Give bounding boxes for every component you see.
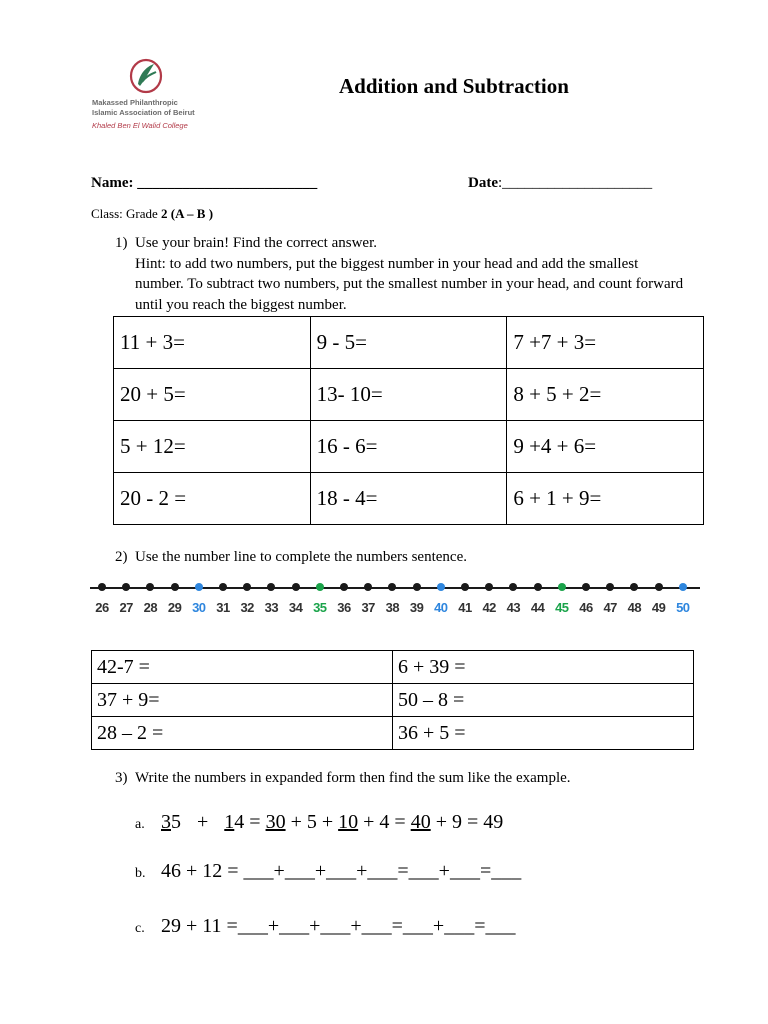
- number-line-label: 32: [240, 600, 254, 615]
- number-line: [90, 576, 700, 620]
- page-title: Addition and Subtraction: [339, 74, 569, 98]
- grid-cell[interactable]: 20 + 5=: [114, 369, 311, 421]
- example-a-plus: +: [197, 811, 209, 833]
- number-line-label: 27: [119, 600, 133, 615]
- date-blank: :____________________: [498, 175, 653, 191]
- question-3: [115, 768, 571, 789]
- table-row: [92, 717, 694, 750]
- number-line-label: 31: [216, 600, 230, 615]
- name-blank: ________________________: [137, 175, 318, 191]
- grid-cell[interactable]: 36 + 5 =: [393, 717, 694, 750]
- question-1-grid: [113, 316, 704, 525]
- number-line-tick: [655, 583, 663, 591]
- grid-cell[interactable]: 8 + 5 + 2=: [507, 369, 704, 421]
- grid-cell[interactable]: 37 + 9=: [92, 684, 393, 717]
- exercise-b-letter: b.: [135, 866, 146, 881]
- number-line-label: 29: [167, 600, 182, 615]
- number-line-label: 28: [143, 600, 158, 615]
- grid-cell[interactable]: 9 - 5=: [310, 317, 507, 369]
- example-a-tail: + 9 = 49: [430, 811, 504, 833]
- example-a-mid-2: + 4 =: [358, 811, 411, 833]
- number-line-label: 48: [627, 600, 642, 615]
- school-emblem-icon: [126, 58, 166, 94]
- exercise-b[interactable]: [135, 860, 521, 883]
- number-line-tick: [122, 583, 130, 591]
- number-line-tick: [195, 583, 203, 591]
- school-logo: [88, 52, 218, 142]
- number-line-tick: [679, 583, 687, 591]
- number-line-label: 39: [409, 600, 424, 615]
- number-line-label: 46: [579, 600, 593, 615]
- number-line-tick: [292, 583, 300, 591]
- logo-text-line-2: Islamic Association of Beirut: [92, 108, 195, 117]
- number-line-label: 30: [192, 600, 206, 615]
- question-3-text: Write the numbers in expanded form then find the sum like the example.: [135, 770, 571, 786]
- number-line-label: 41: [458, 600, 472, 615]
- number-line-tick: [267, 583, 275, 591]
- date-label: Date: [468, 175, 498, 191]
- table-row: [114, 421, 704, 473]
- number-line-tick: [534, 583, 542, 591]
- number-line-label: 44: [530, 600, 545, 615]
- example-a-ones-2: 4: [234, 811, 245, 833]
- exercise-c-letter: c.: [135, 921, 145, 936]
- exercise-b-expression: 46 + 12 = ___+___+___+___=___+___=___: [161, 860, 522, 882]
- question-1-text: Use your brain! Find the correct answer.: [135, 235, 378, 251]
- grid-cell[interactable]: 16 - 6=: [310, 421, 507, 473]
- example-a: [135, 811, 503, 834]
- example-a-mid-1: + 5 +: [285, 811, 339, 833]
- date-field[interactable]: [468, 175, 652, 192]
- table-row: [114, 473, 704, 525]
- class-info: [91, 206, 213, 222]
- grid-cell[interactable]: 7 +7 + 3=: [507, 317, 704, 369]
- table-row: [114, 369, 704, 421]
- example-a-part-1: 30: [265, 811, 286, 833]
- number-line-label: 43: [506, 600, 521, 615]
- number-line-label: 50: [676, 600, 690, 615]
- grid-cell[interactable]: 20 - 2 =: [114, 473, 311, 525]
- number-line-label: 42: [482, 600, 496, 615]
- number-line-tick: [98, 583, 106, 591]
- grid-cell[interactable]: 50 – 8 =: [393, 684, 694, 717]
- number-line-tick: [364, 583, 372, 591]
- number-line-tick: [461, 583, 469, 591]
- grid-cell[interactable]: 6 + 1 + 9=: [507, 473, 704, 525]
- number-line-label: 40: [434, 600, 448, 615]
- number-line-label: 38: [385, 600, 400, 615]
- number-line-tick: [316, 583, 324, 591]
- example-a-tens-2: 1: [224, 811, 235, 833]
- number-line-tick: [388, 583, 396, 591]
- grid-cell[interactable]: 9 +4 + 6=: [507, 421, 704, 473]
- question-2-text: Use the number line to complete the numbers sentence.: [135, 549, 467, 565]
- number-line-label: 47: [603, 600, 617, 615]
- number-line-tick: [630, 583, 638, 591]
- number-line-tick: [171, 583, 179, 591]
- question-1-number: 1): [115, 235, 128, 251]
- number-line-tick: [413, 583, 421, 591]
- number-line-label: 45: [555, 600, 569, 615]
- grid-cell[interactable]: 42-7 =: [92, 651, 393, 684]
- number-line-tick: [509, 583, 517, 591]
- question-1-hint: Hint: to add two numbers, put the biggest number in your head and add the smallest number. To subtract two numbers, put the smallest number in your head, and count forward until you reach the biggest number.: [135, 255, 684, 313]
- question-3-number: 3): [115, 770, 128, 786]
- number-line-tick: [243, 583, 251, 591]
- number-line-tick: [485, 583, 493, 591]
- exercise-c-expression: 29 + 11 =___+___+___+___=___+___=___: [161, 915, 516, 937]
- question-2: [115, 547, 467, 568]
- class-value: 2 (A – B ): [161, 206, 214, 221]
- number-line-label: 36: [337, 600, 351, 615]
- class-prefix: Class: Grade: [91, 206, 162, 221]
- grid-cell[interactable]: 6 + 39 =: [393, 651, 694, 684]
- example-a-tens-1: 3: [161, 811, 171, 833]
- number-line-tick: [219, 583, 227, 591]
- example-a-letter: a.: [135, 817, 145, 832]
- example-a-ones-1: 5: [171, 811, 181, 833]
- number-line-label: 26: [95, 600, 109, 615]
- table-row: [92, 651, 694, 684]
- number-line-tick: [340, 583, 348, 591]
- grid-cell[interactable]: 18 - 4=: [310, 473, 507, 525]
- number-line-label: 49: [651, 600, 666, 615]
- number-line-tick: [582, 583, 590, 591]
- grid-cell[interactable]: 28 – 2 =: [92, 717, 393, 750]
- table-row: [114, 317, 704, 369]
- example-a-equals: =: [244, 811, 266, 833]
- example-a-part-3: 40: [410, 811, 431, 833]
- question-1: [115, 233, 685, 315]
- number-line-label: 34: [288, 600, 303, 615]
- number-line-tick: [146, 583, 154, 591]
- number-line-tick: [558, 583, 566, 591]
- table-row: [92, 684, 694, 717]
- number-line-label: 35: [313, 600, 327, 615]
- number-line-label: 37: [361, 600, 375, 615]
- example-a-part-2: 10: [338, 811, 359, 833]
- name-field[interactable]: [91, 175, 317, 192]
- question-2-number: 2): [115, 549, 128, 565]
- grid-cell[interactable]: 11 + 3=: [114, 317, 311, 369]
- number-line-tick: [606, 583, 614, 591]
- number-line-tick: [437, 583, 445, 591]
- logo-text-line-3: Khaled Ben El Walid College: [92, 121, 188, 130]
- name-label: Name:: [91, 175, 134, 191]
- grid-cell[interactable]: 13- 10=: [310, 369, 507, 421]
- question-2-grid: [91, 650, 694, 750]
- number-line-label: 33: [264, 600, 279, 615]
- exercise-c[interactable]: [135, 915, 516, 938]
- grid-cell[interactable]: 5 + 12=: [114, 421, 311, 473]
- logo-text-line-1: Makassed Philanthropic: [92, 98, 178, 107]
